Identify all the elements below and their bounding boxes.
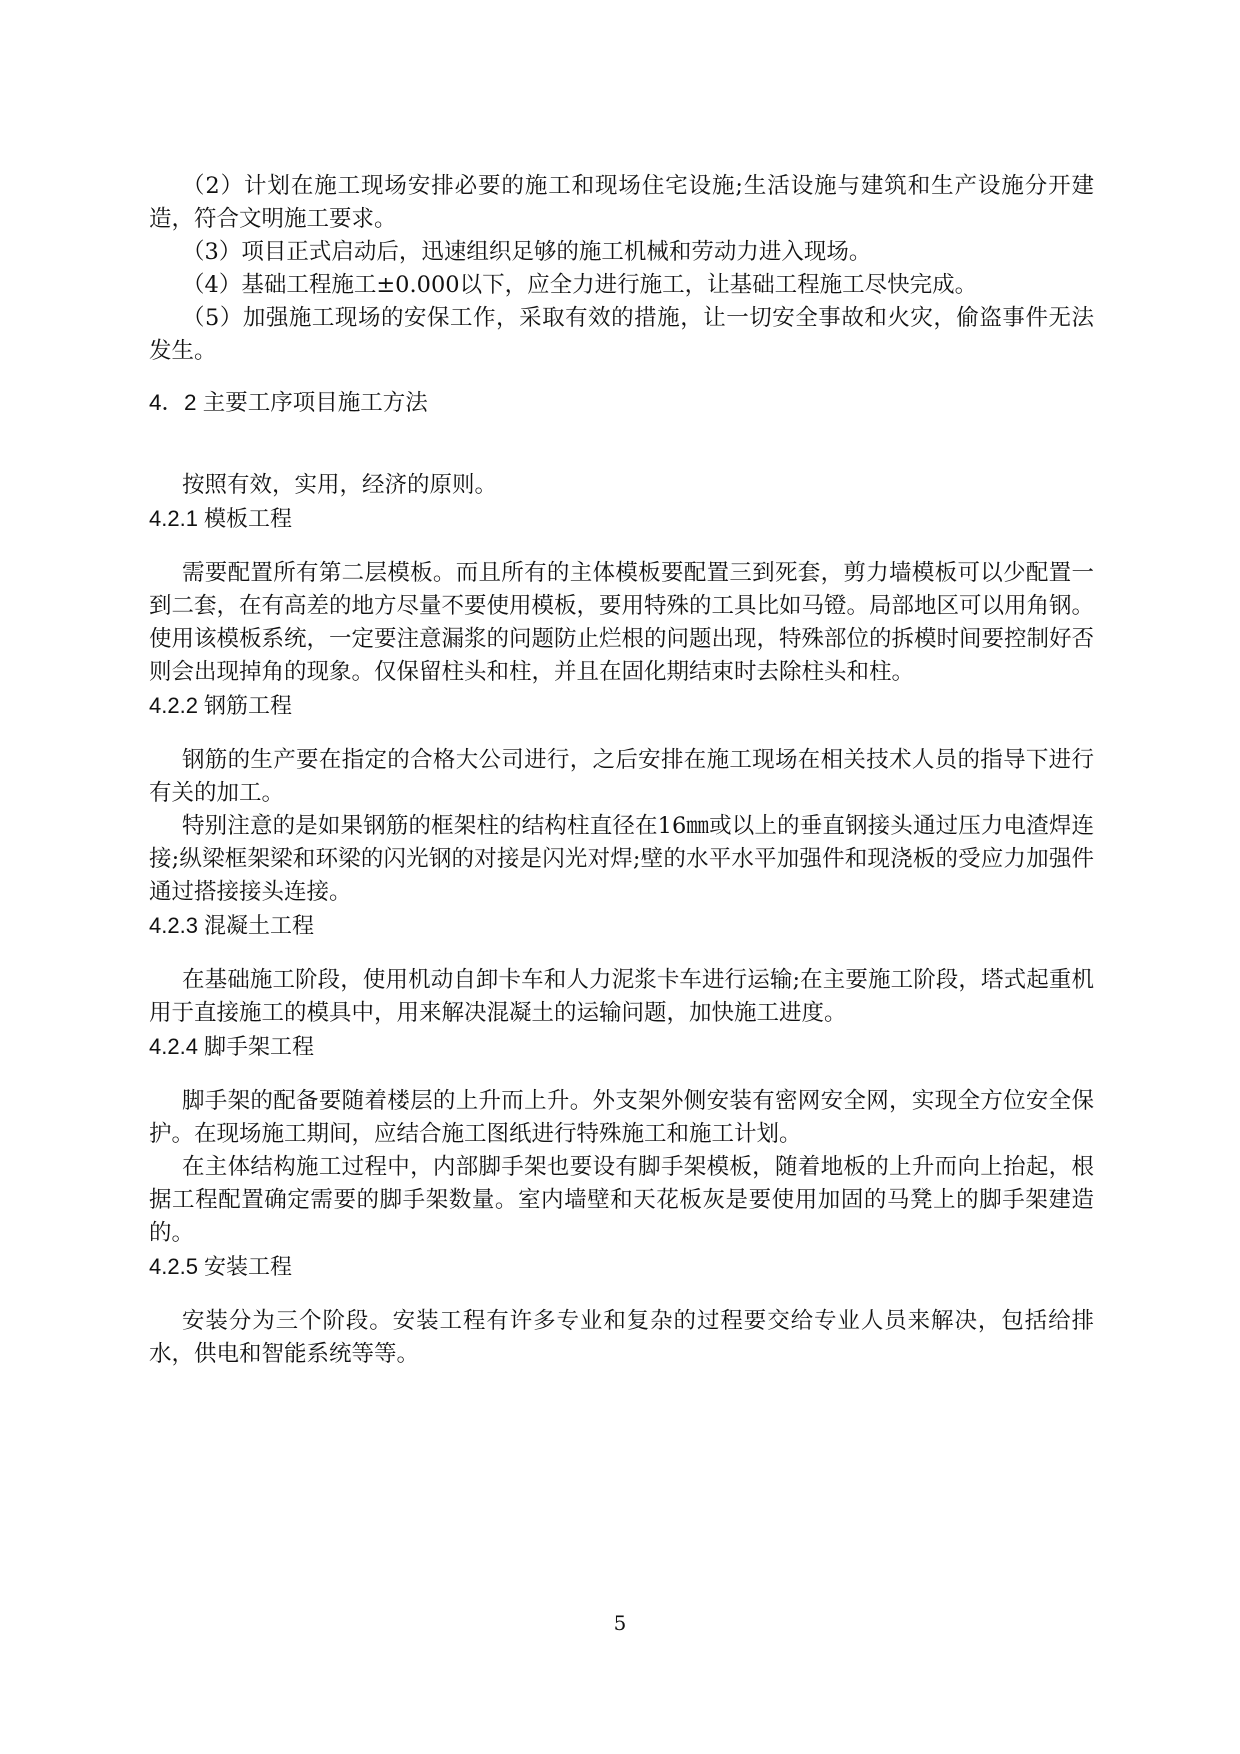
formwork-paragraph: 需要配置所有第二层模板。而且所有的主体模板要配置三到死套，剪力墙模板可以少配置一到二套，在有高差的地方尽量不要使用模板，要用特殊的工具比如马镫。局部地区可以用角钢。使用该模板系统，一定要注意漏浆的问题防止烂根的问题出现，特殊部位的拆模时间要控制好否则会出现掉角的现象。仅保留柱头和柱，并且在固化期结束时去除柱头和柱。 — [149, 560, 1095, 685]
list-item-4: （4）基础工程施工±0.000以下，应全力进行施工，让基础工程施工尽快完成。 — [182, 272, 978, 298]
subsection-heading-concrete: 4.2.3 混凝土工程 — [149, 913, 315, 938]
rebar-paragraph-1: 钢筋的生产要在指定的合格大公司进行，之后安排在施工现场在相关技术人员的指导下进行有关的加工。 — [149, 747, 1094, 806]
installation-paragraph: 安装分为三个阶段。安装工程有许多专业和复杂的过程要交给专业人员来解决，包括给排水，供电和智能系统等等。 — [149, 1308, 1094, 1367]
section-intro: 按照有效，实用，经济的原则。 — [182, 472, 498, 498]
scaffolding-paragraph-1: 脚手架的配备要随着楼层的上升而上升。外支架外侧安装有密网安全网，实现全方位安全保护。在现场施工期间，应结合施工图纸进行特殊施工和施工计划。 — [149, 1088, 1094, 1147]
section-heading: 4．2 主要工序项目施工方法 — [149, 390, 428, 415]
concrete-paragraph: 在基础施工阶段，使用机动自卸卡车和人力泥浆卡车进行运输;在主要施工阶段，塔式起重机用于直接施工的模具中，用来解决混凝土的运输问题，加快施工进度。 — [149, 967, 1094, 1026]
list-item-3: （3）项目正式启动后，迅速组织足够的施工机械和劳动力进入现场。 — [182, 239, 872, 265]
subsection-heading-scaffolding: 4.2.4 脚手架工程 — [149, 1034, 315, 1059]
page-content — [149, 170, 1094, 1371]
list-item-5: （5）加强施工现场的安保工作，采取有效的措施，让一切安全事故和火灾，偷盗事件无法发生。 — [149, 305, 1094, 364]
scaffolding-paragraph-2: 在主体结构施工过程中，内部脚手架也要设有脚手架模板，随着地板的上升而向上抬起，根据工程配置确定需要的脚手架数量。室内墙壁和天花板灰是要使用加固的马凳上的脚手架建造的。 — [149, 1154, 1094, 1246]
page-number: 5 — [613, 1611, 627, 1635]
subsection-heading-installation: 4.2.5 安装工程 — [149, 1254, 293, 1279]
list-item-2: （2）计划在施工现场安排必要的施工和现场住宅设施;生活设施与建筑和生产设施分开建造，符合文明施工要求。 — [149, 173, 1094, 232]
subsection-heading-rebar: 4.2.2 钢筋工程 — [149, 693, 293, 718]
subsection-heading-formwork: 4.2.1 模板工程 — [149, 506, 293, 531]
rebar-paragraph-2: 特别注意的是如果钢筋的框架柱的结构柱直径在16㎜或以上的垂直钢接头通过压力电渣焊连接;纵梁框架梁和环梁的闪光钢的对接是闪光对焊;壁的水平水平加强件和现浇板的受应力加强件通过搭接接头连接。 — [149, 813, 1094, 905]
